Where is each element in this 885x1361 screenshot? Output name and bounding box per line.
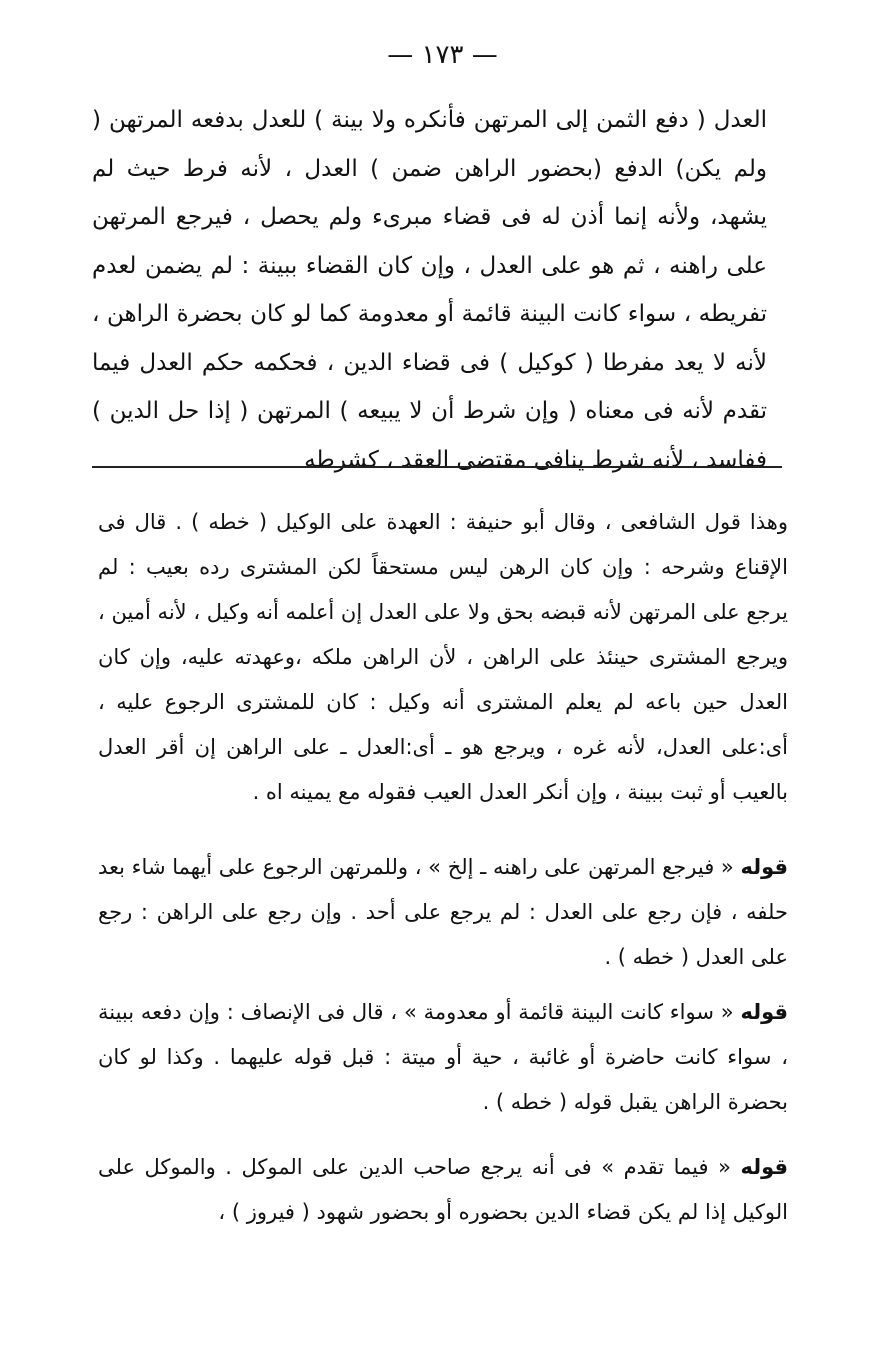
main-paragraph: العدل ( دفع الثمن إلى المرتهن فأنكره ولا بينة ) للعدل بدفعه المرتهن ( ولم يكن) الدفع (بحضور الراهن ضمن ) العدل ، لأنه فرط حيث لم يشهد، ولأنه إنما أذن له فى قضاء مبرىء ولم يحصل ، فيرجع المرتهن على راهنه ، ثم هو على العدل ، وإن كان القضاء ببينة : لم يضمن لعدم تفريطه ، سواء كانت البينة قائمة أو معدومة كما لو كان بحضرة الراهن ، لأنه لا يعد مفرطا ( كوكيل ) فى قضاء الدين ، فحكمه حكم العدل فيما تقدم لأنه فى معناه ( وإن شرط أن لا يبيعه ) المرتهن ( إذا حل الدين ) ففاسد ، لأنه شرط ينافى مقتضى العقد ، كشرطه	[92, 107, 767, 473]
footnote-separator	[92, 466, 782, 468]
footnote-3	[98, 990, 788, 1125]
footnote-4-label: قوله	[740, 1155, 788, 1179]
main-text	[92, 96, 767, 484]
footnote-4	[98, 1145, 788, 1235]
footnote-1-text: وهذا قول الشافعى ، وقال أبو حنيفة : العهدة على الوكيل ( خطه ) . قال فى الإقناع وشرحه : وإن كان الرهن ليس مستحقاً لكن المشترى رده بعيب : لم يرجع على المرتهن لأنه قبضه بحق ولا على العدل إن أعلمه أنه وكيل ، لأنه أمين ، ويرجع المشترى حينئذ على الراهن ، لأن الراهن ملكه ،وعهدته عليه، وإن كان العدل حين باعه لم يعلم المشترى أنه وكيل : كان للمشترى الرجوع عليه ، أى:على العدل، لأنه غره ، ويرجع هو ـ أى:العدل ـ على الراهن إن أقر العدل بالعيب أو ثبت ببينة ، وإن أنكر العدل العيب فقوله مع يمينه اه .	[98, 510, 788, 804]
footnote-2-text: « فيرجع المرتهن على راهنه ـ إلخ » ، وللمرتهن الرجوع على أيهما شاء بعد حلفه ، فإن رجع على العدل : لم يرجع على أحد . وإن رجع على الراهن : رجع على العدل ( خطه ) .	[98, 855, 788, 969]
footnote-2	[98, 845, 788, 980]
footnote-2-label: قوله	[740, 855, 788, 879]
footnote-1	[98, 500, 788, 815]
page-number: — ١٧٣ —	[387, 40, 498, 70]
footnote-3-text: « سواء كانت البينة قائمة أو معدومة » ، قال فى الإنصاف : وإن دفعه ببينة ، سواء كانت حاضرة أو غائبة ، حية أو ميتة : قبل قوله عليهما . وكذا لو كان بحضرة الراهن يقبل قوله ( خطه ) .	[98, 1000, 788, 1114]
footnote-3-label: قوله	[740, 1000, 788, 1024]
footnote-4-text: « فيما تقدم » فى أنه يرجع صاحب الدين على الموكل . والموكل على الوكيل إذا لم يكن قضاء الدين بحضوره أو بحضور شهود ( فيروز ) ،	[98, 1155, 788, 1224]
